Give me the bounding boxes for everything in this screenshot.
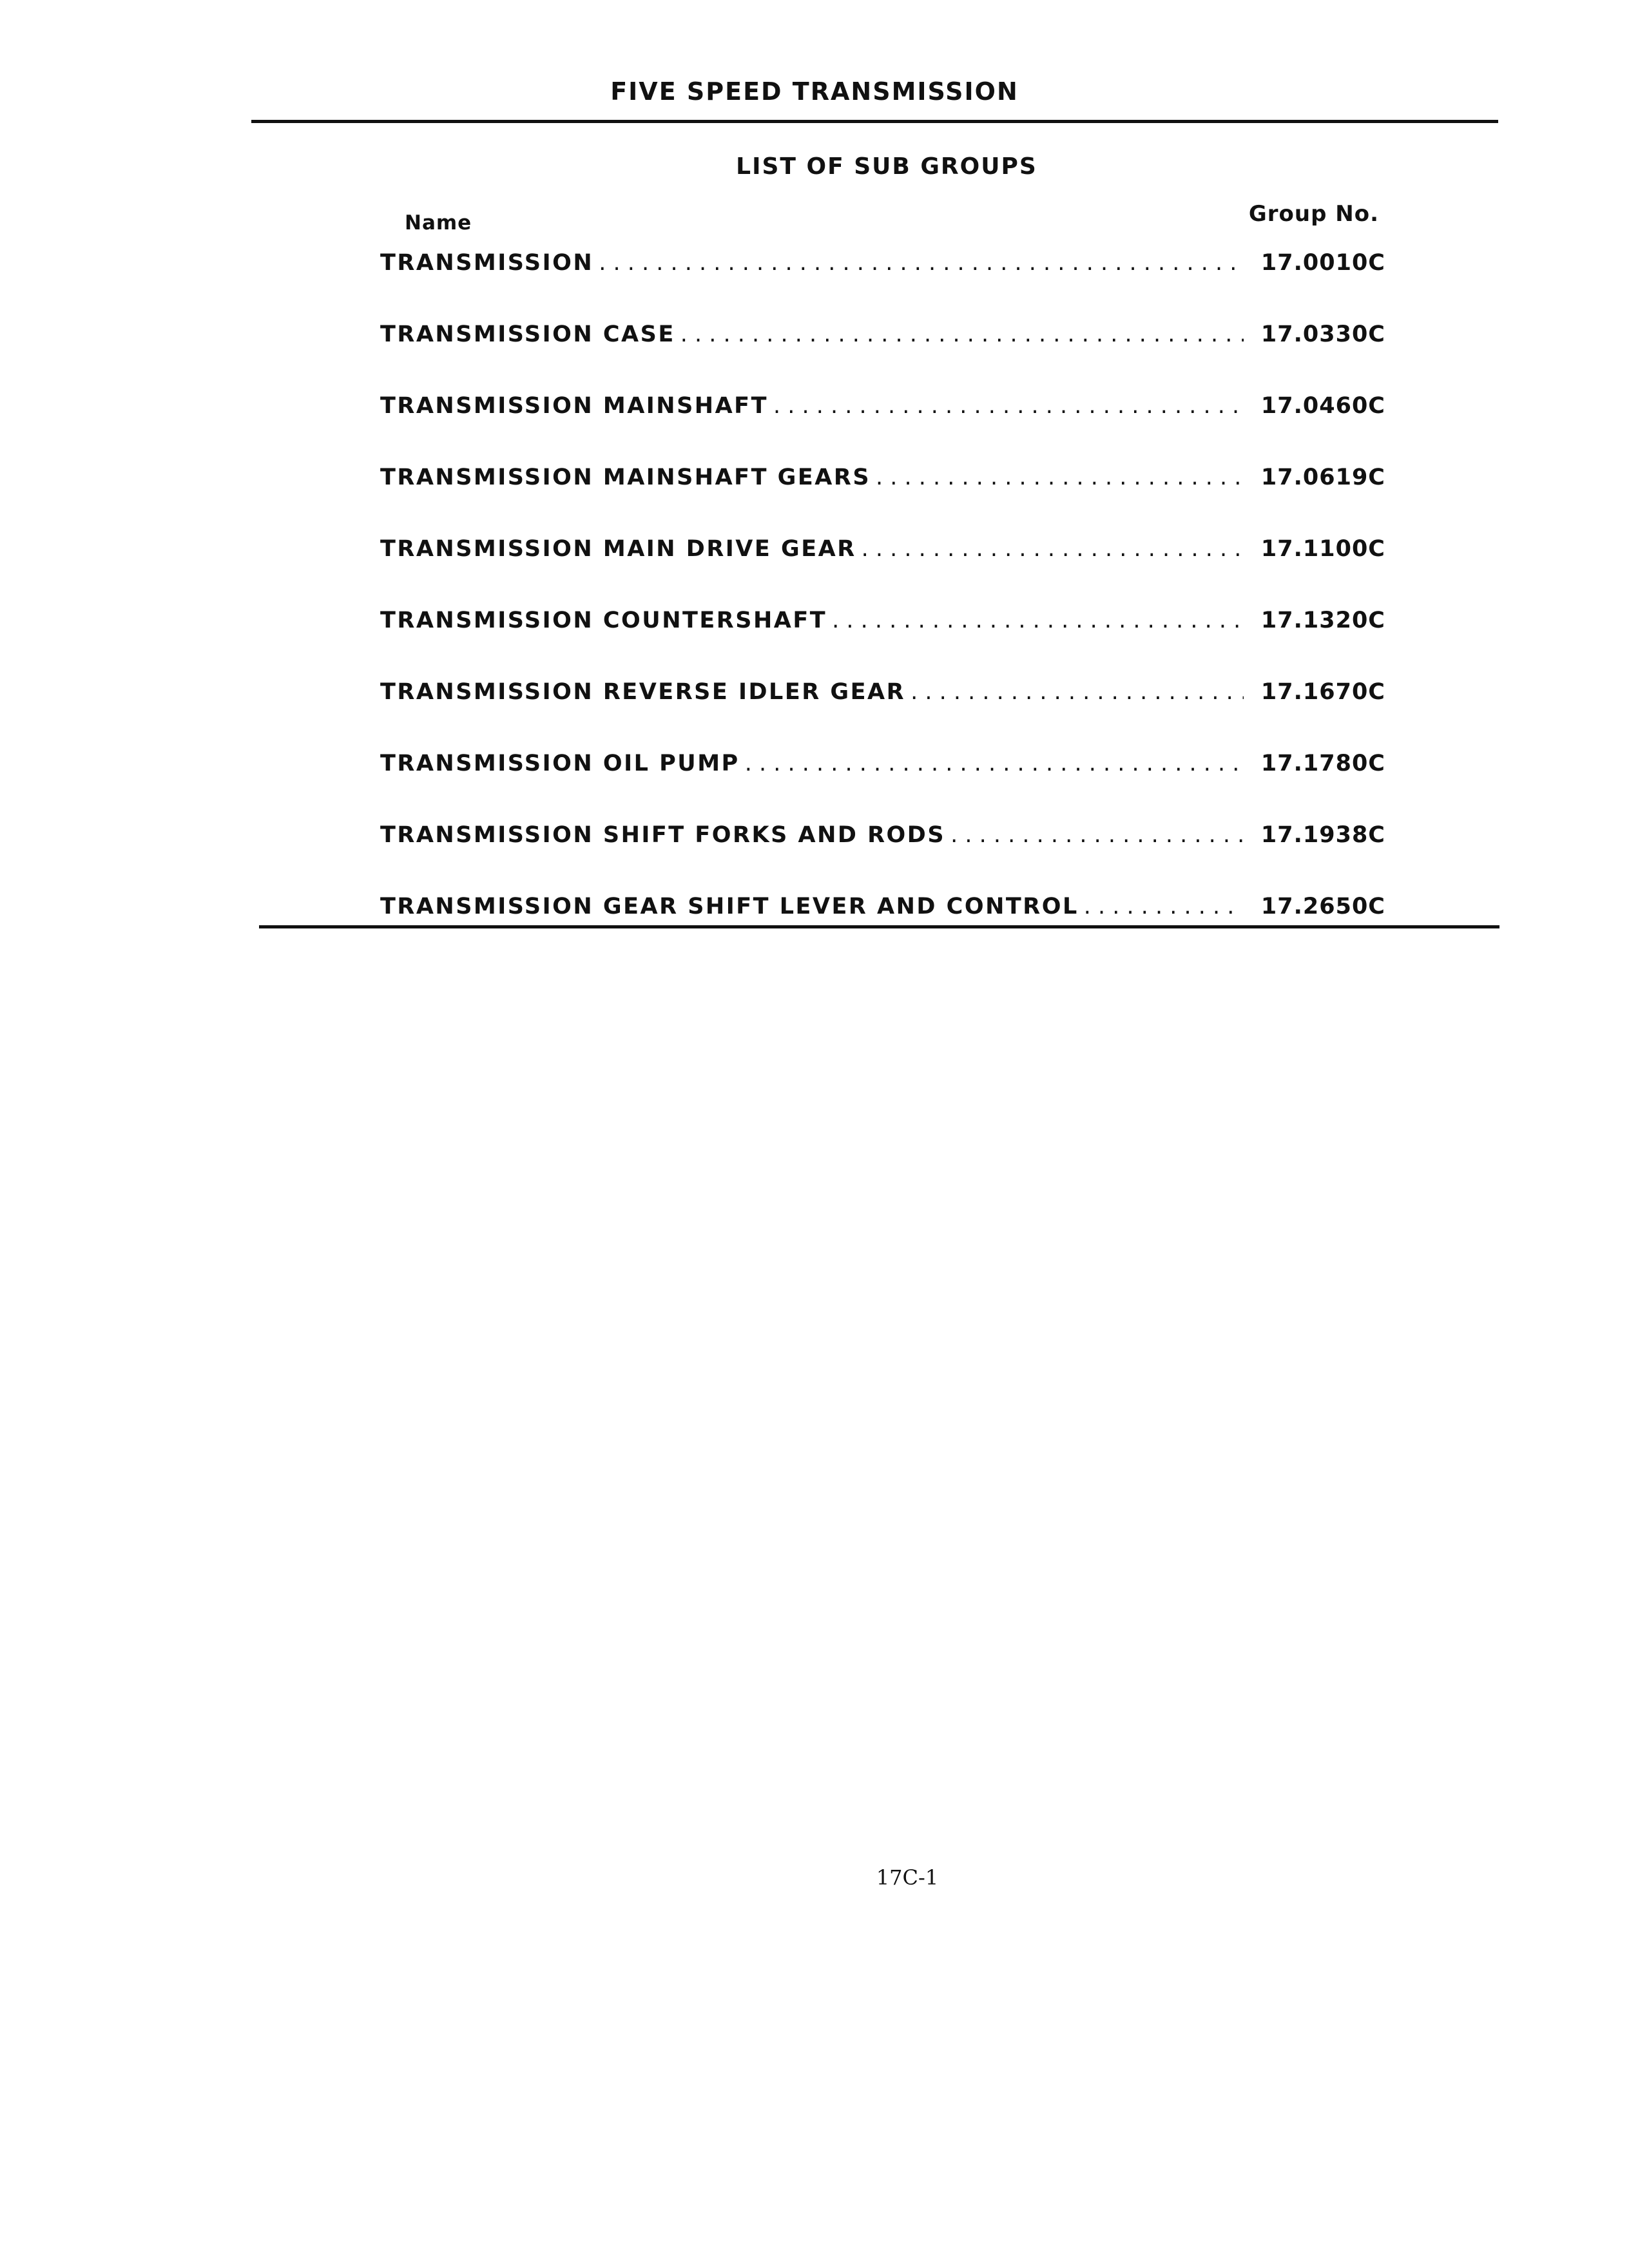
entry-name: TRANSMISSION MAIN DRIVE GEAR (380, 536, 856, 562)
list-item (380, 465, 1385, 536)
entry-name: TRANSMISSION (380, 250, 594, 276)
entry-group-no: 17.1100C (1260, 536, 1385, 562)
entry-name: TRANSMISSION REVERSE IDLER GEAR (380, 679, 906, 705)
dot-leader (599, 250, 1244, 276)
entry-name: TRANSMISSION MAINSHAFT GEARS (380, 465, 871, 490)
top-rule (251, 120, 1498, 123)
entry-name: TRANSMISSION OIL PUMP (380, 751, 740, 776)
list-item (380, 751, 1385, 822)
list-item (380, 679, 1385, 751)
dot-leader (862, 536, 1244, 562)
dot-leader (745, 751, 1244, 776)
list-item (380, 250, 1385, 322)
entry-name: TRANSMISSION MAINSHAFT (380, 393, 768, 419)
entry-group-no: 17.1938C (1260, 822, 1385, 848)
dot-leader (911, 679, 1244, 705)
list-item (380, 536, 1385, 608)
dot-leader (950, 822, 1244, 848)
list-item (380, 894, 1385, 965)
entry-name: TRANSMISSION CASE (380, 322, 675, 347)
entry-name: TRANSMISSION COUNTERSHAFT (380, 608, 827, 633)
entry-group-no: 17.0619C (1260, 465, 1385, 490)
bottom-rule (259, 925, 1499, 928)
entry-name: TRANSMISSION SHIFT FORKS AND RODS (380, 822, 946, 848)
entry-group-no: 17.0330C (1260, 322, 1385, 347)
entry-group-no: 17.1780C (1260, 751, 1385, 776)
dot-leader (680, 322, 1244, 347)
name-column-header: Name (405, 211, 472, 235)
entry-group-no: 17.1670C (1260, 679, 1385, 705)
list-item (380, 822, 1385, 894)
entry-group-no: 17.0010C (1260, 250, 1385, 276)
list-item (380, 322, 1385, 393)
entry-group-no: 17.1320C (1260, 608, 1385, 633)
dot-leader (832, 608, 1244, 633)
entry-group-no: 17.0460C (1260, 393, 1385, 419)
entry-group-no: 17.2650C (1260, 894, 1385, 919)
list-item (380, 393, 1385, 465)
section-title: LIST OF SUB GROUPS (736, 153, 1037, 180)
entry-name: TRANSMISSION GEAR SHIFT LEVER AND CONTROL (380, 894, 1079, 919)
dot-leader (1084, 894, 1244, 919)
group-no-column-header: Group No. (1248, 201, 1379, 227)
page-number: 17C-1 (876, 1865, 939, 1890)
dot-leader (876, 465, 1244, 490)
sub-group-list (380, 250, 1385, 965)
dot-leader (773, 393, 1244, 419)
page-title: FIVE SPEED TRANSMISSION (610, 77, 1019, 106)
list-item (380, 608, 1385, 679)
